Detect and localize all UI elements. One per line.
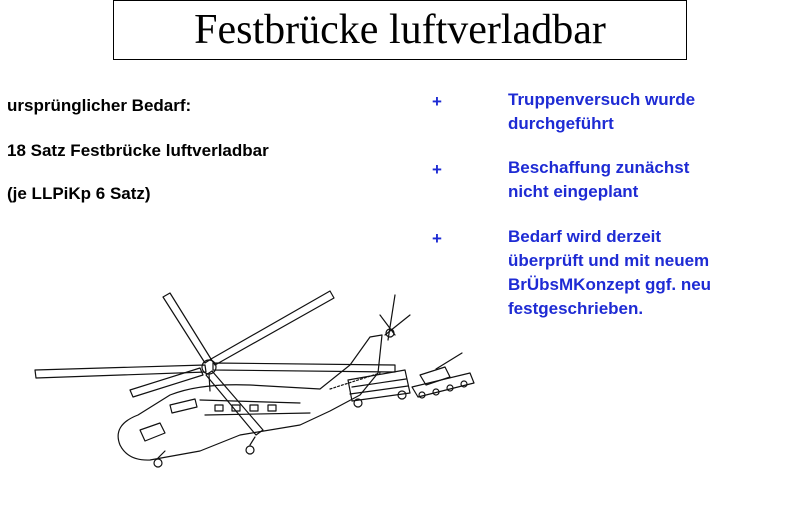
bullet-line: Truppenversuch wurde — [508, 90, 696, 109]
requirement-label: ursprünglicher Bedarf: — [7, 96, 192, 115]
bullet-line: nicht eingeplant — [508, 182, 639, 201]
bullet-line: überprüft und mit neuem — [508, 251, 710, 270]
page-title: Festbrücke luftverladbar — [194, 7, 606, 53]
bullet-marker: + — [432, 92, 442, 111]
bullet-item-1 — [508, 88, 798, 136]
bullet-line: durchgeführt — [508, 114, 614, 133]
bullet-item-3 — [508, 225, 798, 321]
bullet-line: Beschaffung zunächst — [508, 158, 690, 177]
bullet-line: festgeschrieben. — [508, 299, 644, 318]
requirement-count: 18 Satz Festbrücke luftverladbar — [7, 141, 269, 160]
bullet-item-2 — [508, 156, 798, 204]
requirement-detail: (je LLPiKp 6 Satz) — [7, 184, 151, 203]
bullet-line: Bedarf wird derzeit — [508, 227, 662, 246]
rotor-blade — [163, 293, 211, 363]
fuselage — [118, 335, 382, 460]
bullet-line: BrÜbsMKonzept ggf. neu — [508, 275, 712, 294]
title-box — [113, 0, 687, 60]
rotor-blade — [211, 291, 334, 365]
rotor-blade — [213, 363, 395, 372]
rotor-blade — [206, 371, 263, 435]
helicopter-illustration-icon — [0, 255, 480, 495]
bullet-marker: + — [432, 160, 442, 179]
rotor-blade — [35, 365, 206, 378]
bullet-marker: + — [432, 229, 442, 248]
rotor-hub — [202, 360, 216, 374]
